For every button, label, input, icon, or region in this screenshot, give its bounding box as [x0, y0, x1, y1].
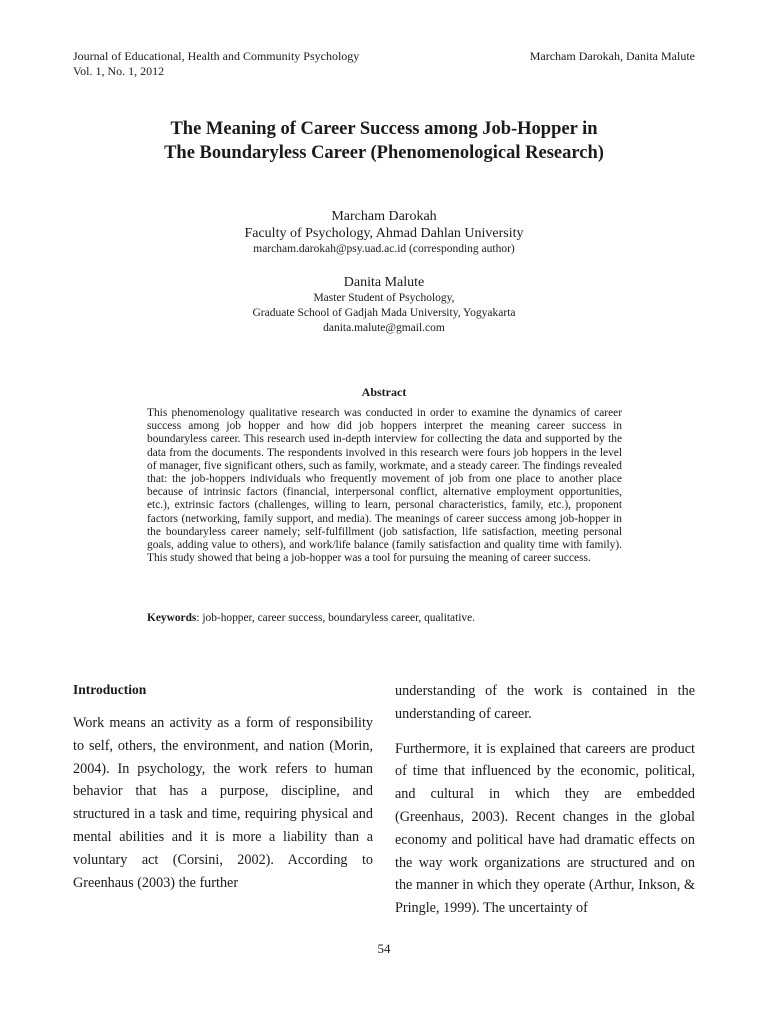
abstract-text: This phenomenology qualitative research was conducted in order to examine the dynamics of career success among job hopper and how did job hoppers interpret the meaning career success in boundaryless career. This research used in-depth interview for collecting the data and supported by the data from the documents. The respondents involved in this research were fours job hoppers in the level of manager, five significant others, such as family, workmate, and a steady career. The findings revealed that: the job-hoppers individuals who frequently movement of job from one place to another place because of intrinsic factors (financial, interpersonal conflict, alternative employment opportunities, etc.), extrinsic factors (challenges, willing to learn, personal characteristics, family, etc.), proponent factors (networking, family support, and media). The meanings of career success among job-hopper in the boundaryless career namely; self-fulfillment (job satisfaction, life satisfaction, meeting personal goals, adding value to others), and work/life balance (family satisfaction and quality time with family). This study showed that being a job-hopper was a tool for pursuing the meaning of career success. — [147, 407, 622, 565]
paper-title — [80, 117, 688, 165]
author-affiliation: Master Student of Psychology, — [313, 292, 455, 304]
author-affiliation: Faculty of Psychology, Ahmad Dahlan University — [244, 226, 524, 241]
body-paragraph: understanding of the work is contained in the understanding of career. — [395, 683, 695, 722]
author-name: Danita Malute — [343, 275, 425, 290]
running-header-authors: Marcham Darokah, Danita Malute — [529, 49, 695, 63]
body-column-left — [73, 680, 373, 894]
running-header-journal — [73, 49, 359, 79]
author-email: marcham.darokah@psy.uad.ac.id (corresponding author) — [253, 243, 515, 255]
page-number: 54 — [377, 941, 391, 956]
body-column-right — [395, 680, 695, 920]
author-email: danita.malute@gmail.com — [323, 322, 445, 334]
author-block-2 — [80, 274, 688, 336]
journal-name: Journal of Educational, Health and Community Psychology — [73, 49, 360, 63]
keywords-list: : job-hopper, career success, boundaryless career, qualitative. — [196, 612, 476, 624]
title-line-2: The Boundaryless Career (Phenomenological Research) — [164, 143, 604, 163]
abstract-heading: Abstract — [361, 385, 407, 399]
journal-volume: Vol. 1, No. 1, 2012 — [73, 64, 165, 78]
author-block-1 — [80, 208, 688, 257]
keywords — [147, 612, 622, 625]
author-affiliation-school: Graduate School of Gadjah Mada University, Yogyakarta — [252, 307, 516, 319]
author-name: Marcham Darokah — [331, 209, 437, 224]
title-line-1: The Meaning of Career Success among Job-Hopper in — [170, 119, 598, 139]
body-paragraph: Furthermore, it is explained that careers are product of time that influenced by the economic, political, and cultural in which they are embedded (Greenhaus, 2003). Recent changes in the global economy and political have had dramatic effects on the way work organizations are structured and on the manner in which they operate (Arthur, Inkson, & Pringle, 1999). The uncertainty of — [395, 740, 695, 917]
abstract-body — [147, 407, 622, 565]
body-paragraph: Work means an activity as a form of responsibility to self, others, the environment, and nation (Morin, 2004). In psychology, the work refers to human behavior that has a purpose, discipline, and structured in a task and time, requiring physical and mental abilities and it is more a liability than a voluntary act (Corsini, 2002). According to Greenhaus (2003) the further — [73, 715, 373, 891]
section-heading-introduction: Introduction — [73, 682, 147, 697]
keywords-label: Keywords — [147, 612, 197, 624]
